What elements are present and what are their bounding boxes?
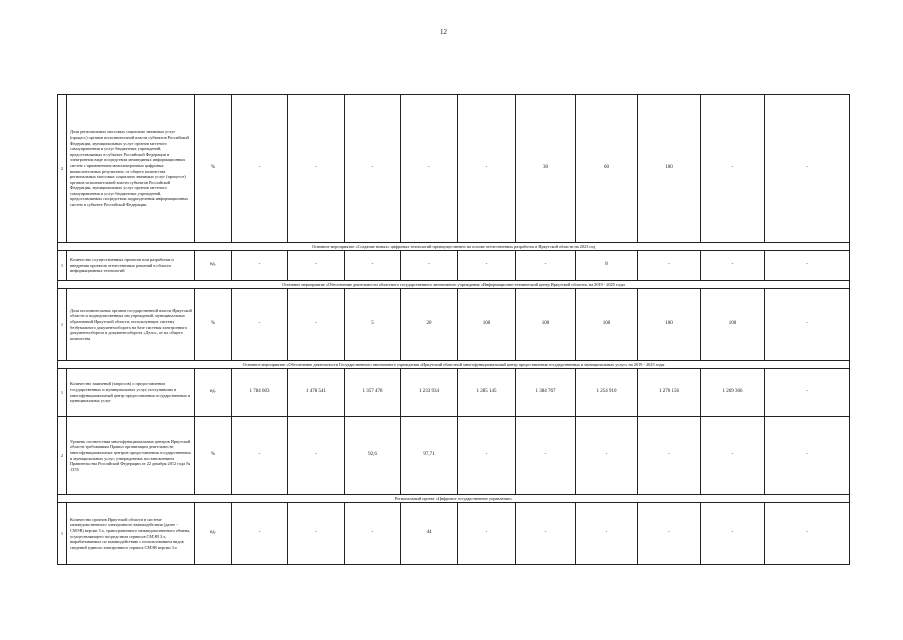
table-row <box>58 369 850 417</box>
row-number: 2 <box>58 95 67 243</box>
section-title: Основное мероприятие «Создание новых» цифровых технологий преимущественно на основе отечественных разработок в Иркутской области на 2023 год <box>58 243 850 251</box>
value-cell: - <box>232 417 288 495</box>
value-cell: - <box>701 417 765 495</box>
value-cell: - <box>232 95 288 243</box>
value-cell: - <box>516 503 576 565</box>
value-cell: 5 <box>345 289 401 361</box>
section-title: Региональный проект «Цифровое государственное управление» <box>58 495 850 503</box>
value-cell: - <box>701 503 765 565</box>
value-cell: 100 <box>701 289 765 361</box>
value-cell: - <box>345 95 401 243</box>
value-cell: - <box>638 417 701 495</box>
value-cell: 60 <box>576 95 638 243</box>
row-number: 1 <box>58 251 67 281</box>
table-row <box>58 289 850 361</box>
table-row <box>58 95 850 243</box>
value-cell: - <box>345 503 401 565</box>
section-row <box>58 361 850 369</box>
value-cell: - <box>765 417 850 495</box>
value-cell: 1 270 156 <box>638 369 701 417</box>
section-row <box>58 243 850 251</box>
value-cell: 1 233 934 <box>401 369 458 417</box>
unit-cell: ед. <box>195 369 232 417</box>
value-cell: - <box>232 251 288 281</box>
value-cell: 100 <box>638 289 701 361</box>
indicator-name: Количество осуществленных проектов или разработки и внедрения проектов отечественных решений в области информационных технологий <box>67 251 195 281</box>
value-cell: - <box>765 289 850 361</box>
value-cell: 1 285 145 <box>458 369 516 417</box>
value-cell: - <box>288 417 345 495</box>
indicator-name: Количество органов Иркутской области в системе межведомственного электронного взаимодействия (далее - СМЭВ) версии 3.х, трансграничного межведомственного обмена, осуществляющего посредством сервисов СМЭВ 3.х, вырабатываемых по взаимодействию с использованием видов сведений единого электронного сервиса СМЭВ версии 3.х <box>67 503 195 565</box>
value-cell: - <box>516 417 576 495</box>
value-cell: - <box>288 289 345 361</box>
value-cell: 8 <box>576 251 638 281</box>
value-cell: - <box>516 251 576 281</box>
value-cell: - <box>576 417 638 495</box>
page-number: 12 <box>440 28 447 36</box>
indicators-table <box>57 94 850 565</box>
value-cell: 1 254 910 <box>576 369 638 417</box>
indicator-name: Доля региональных массовых социально значимых услуг (процесс) органов исполнительной власти субъектов Российской Федерации, муниципальных услуг органов местного самоуправления и услуг бюджетных учреждений, предоставляемых в субъекте Российской Федерации в электронном виде посредством межвединых информационных систем с применением межэлектронных цифровых вычислительных результатов, от общего количества региональных массовых социально значимых услуг (процессе) органов исполнительной власти субъектов Российской Федерации, муниципальных услуг органов местного самоуправления и услуг бюджетных учреждений, предоставляемых посредством подразделения информационных систем в субъекте Российской Федерации <box>67 95 195 243</box>
value-cell: 100 <box>458 289 516 361</box>
value-cell: - <box>401 95 458 243</box>
table-row <box>58 251 850 281</box>
value-cell: - <box>288 95 345 243</box>
unit-cell: ед. <box>195 503 232 565</box>
value-cell: 20 <box>401 289 458 361</box>
value-cell: 1 784 603 <box>232 369 288 417</box>
row-number: 1 <box>58 289 67 361</box>
section-title: Основное мероприятие «Обеспечение деятельности Государственного автономного учреждения «Иркутский областной многофункциональный центр предоставления государственных и муниципальных услуг» на 2019 - 2025 годы <box>58 361 850 369</box>
value-cell: - <box>638 503 701 565</box>
value-cell: - <box>401 251 458 281</box>
section-title: Основное мероприятие «Обеспечение деятельности областного государственного автономного учреждения «Информационно-технический центр Иркутской области» на 2019 - 2025 годы <box>58 281 850 289</box>
row-number: 1 <box>58 503 67 565</box>
value-cell: 1 478 541 <box>288 369 345 417</box>
value-cell: - <box>345 251 401 281</box>
value-cell: - <box>458 251 516 281</box>
indicator-name: Количество заявлений (запросов) о предоставлении государственных и муниципальных услуг, поступивших в многофункциональный центр предоставления государственных и муниципальных услуг <box>67 369 195 417</box>
value-cell: 97,71 <box>401 417 458 495</box>
value-cell: - <box>765 503 850 565</box>
value-cell: 1 269 366 <box>701 369 765 417</box>
table-row <box>58 503 850 565</box>
value-cell: 30 <box>516 95 576 243</box>
section-row <box>58 281 850 289</box>
value-cell: - <box>701 95 765 243</box>
unit-cell: % <box>195 95 232 243</box>
indicator-name: Доля исполнительных органов государственной власти Иркутской области и подведомственных им учреждений, муниципальных образований Иркутской области, использующих систему безбумажного документооборота на базе системы электронного документооборота и документооборота «Дело», от их общего количества <box>67 289 195 361</box>
value-cell: 100 <box>576 289 638 361</box>
value-cell: - <box>701 251 765 281</box>
indicator-name: Уровень соответствия многофункциональных центров Иркутской области требованиям Правил организации деятельности многофункциональных центров предоставления государственных и муниципальных услуг, утвержденных постановлением Правительства Российской Федерации от 22 декабря 2012 года № 1376 <box>67 417 195 495</box>
value-cell: - <box>232 503 288 565</box>
value-cell: 1 384 767 <box>516 369 576 417</box>
value-cell: 100 <box>516 289 576 361</box>
value-cell: - <box>232 289 288 361</box>
unit-cell: % <box>195 289 232 361</box>
unit-cell: ед. <box>195 251 232 281</box>
value-cell: - <box>576 503 638 565</box>
value-cell: 100 <box>638 95 701 243</box>
value-cell: - <box>458 95 516 243</box>
row-number: 1 <box>58 369 67 417</box>
table-row <box>58 417 850 495</box>
row-number: 2 <box>58 417 67 495</box>
value-cell: - <box>458 417 516 495</box>
value-cell: - <box>765 369 850 417</box>
value-cell: - <box>765 95 850 243</box>
value-cell: - <box>765 251 850 281</box>
value-cell: - <box>288 251 345 281</box>
value-cell: 1 357 478 <box>345 369 401 417</box>
value-cell: 92,6 <box>345 417 401 495</box>
value-cell: - <box>458 503 516 565</box>
value-cell: 44 <box>401 503 458 565</box>
section-row <box>58 495 850 503</box>
value-cell: - <box>638 251 701 281</box>
unit-cell: % <box>195 417 232 495</box>
value-cell: - <box>288 503 345 565</box>
